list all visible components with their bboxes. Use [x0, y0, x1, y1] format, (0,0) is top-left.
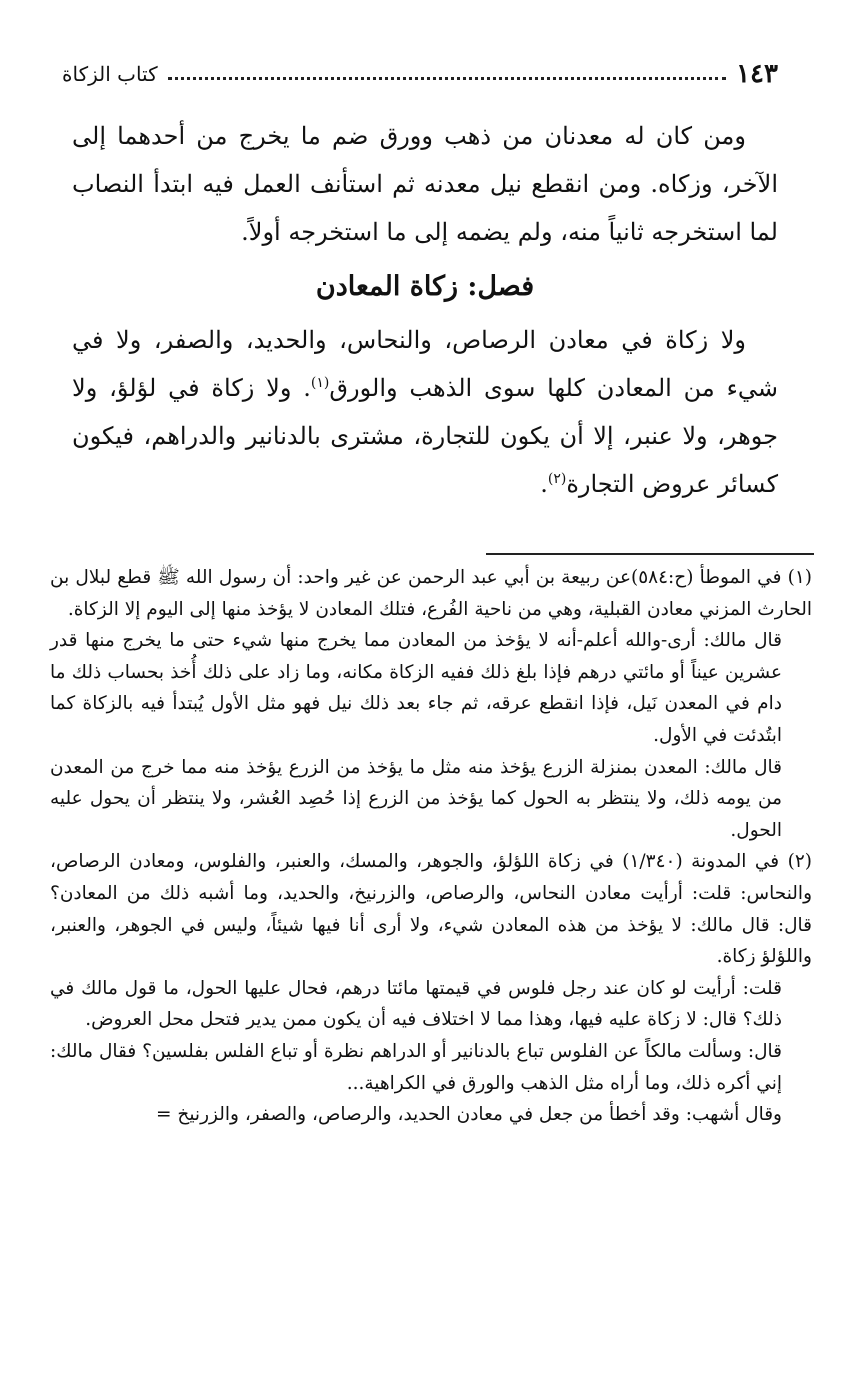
- main-paragraph-2-part-b: . ولا زكاة في لؤلؤ، ولا جوهر، ولا عنبر، إلا أن يكون للتجارة، مشترى بالدنانير والدراهم، فيكون كسائر عروض التجارة: [72, 374, 778, 498]
- footnote-2-ashhab: وقال أشهب: وقد أخطأ من جعل في معادن الحديد، والرصاص، والصفر، والزرنيخ =: [156, 1104, 782, 1126]
- header-dotted-leader: [168, 77, 726, 80]
- page-header: [62, 56, 778, 92]
- footnote-2-malik: قال: وسألت مالكاً عن الفلوس تباع بالدنانير أو الدراهم نظرة أو تباع الفلس بفلسين؟ فقال مالك: إني أكره ذلك، وما أراه مثل الذهب والورق في الكراهية...: [50, 1040, 782, 1094]
- running-title: كتاب الزكاة: [62, 62, 158, 86]
- page-number: ١٤٣: [736, 59, 778, 89]
- footnote-ref-1[interactable]: (١): [310, 375, 330, 391]
- footnotes: [50, 562, 812, 1131]
- footnote-ref-2[interactable]: (٢): [547, 471, 567, 487]
- main-paragraph-2: [72, 316, 778, 508]
- footnote-separator: [486, 553, 814, 555]
- footnote-1-malik-2: قال مالك: المعدن بمنزلة الزرع يؤخذ منه مثل ما يؤخذ من الزرع يؤخذ منه مما خرج من المعدن من يومه ذلك، ولا ينتظر به الحول كما يؤخذ من الزرع إذا حُصِد العُشر، ولا ينتظر أن يحول عليه الحول.: [50, 756, 782, 841]
- footnote-2-question: قلت: أرأيت لو كان عند رجل فلوس في قيمتها مائتا درهم، فحال عليها الحول، ما قول مالك في ذلك؟ قال: لا زكاة عليه فيها، وهذا مما لا اختلاف فيه أن يكون ممن يدير فتحل محل العروض.: [50, 977, 782, 1031]
- main-paragraph-1: ومن كان له معدنان من ذهب وورق ضم ما يخرج من أحدهما إلى الآخر، وزكاه. ومن انقطع نيل معدنه ثم استأنف العمل فيه ابتدأ النصاب لما استخرجه ثانياً منه، ولم يضمه إلى ما استخرجه أولاً.: [72, 122, 778, 246]
- footnote-2: (٢) في المدونة (١/٣٤٠) في زكاة اللؤلؤ، والجوهر، والمسك، والعنبر، والفلوس، ومعادن الرصاص، والنحاس: قلت: أرأيت معادن النحاس، والرصاص، والزرنيخ، والحديد، وما أشبه ذلك من المعادن؟ قال: قال مالك: لا يؤخذ من هذه المعادن شيء، ولا أرى أنا فيها شيئاً، وليس في الجوهر، والعنبر، واللؤلؤ زكاة.: [50, 851, 812, 968]
- section-heading: فصل: زكاة المعادن: [315, 271, 535, 302]
- main-paragraph-2-part-c: .: [540, 470, 548, 498]
- footnote-1: (١) في الموطأ (ح:٥٨٤)عن ربيعة بن أبي عبد الرحمن عن غير واحد: أن رسول الله ﷺ قطع لبلال بن الحارث المزني معادن القبلية، وهي من ناحية الفُرع، فتلك المعادن لا يؤخذ منها إلى اليوم إلا الزكاة.: [50, 567, 812, 620]
- main-paragraph-2-part-a: ولا زكاة في معادن الرصاص، والنحاس، والحديد، والصفر، ولا في شيء من المعادن كلها سوى الذهب والورق: [72, 326, 779, 402]
- footnote-1-malik-1: قال مالك: أرى-والله أعلم-أنه لا يؤخذ من المعادن مما يخرج منها شيء حتى ما يخرج منها قدر عشرين عيناً أو مائتي درهم فإذا بلغ ذلك ففيه الزكاة مكانه، وما زاد على ذلك أُخذ بحساب ذلك ما دام في المعدن نَيل، فإذا انقطع عرقه، ثم جاء بعد ذلك نيل فهو مثل الأول يُبتدأ فيه بالزكاة كما ابتُدئت في الأول.: [50, 630, 782, 746]
- main-text: [72, 112, 778, 508]
